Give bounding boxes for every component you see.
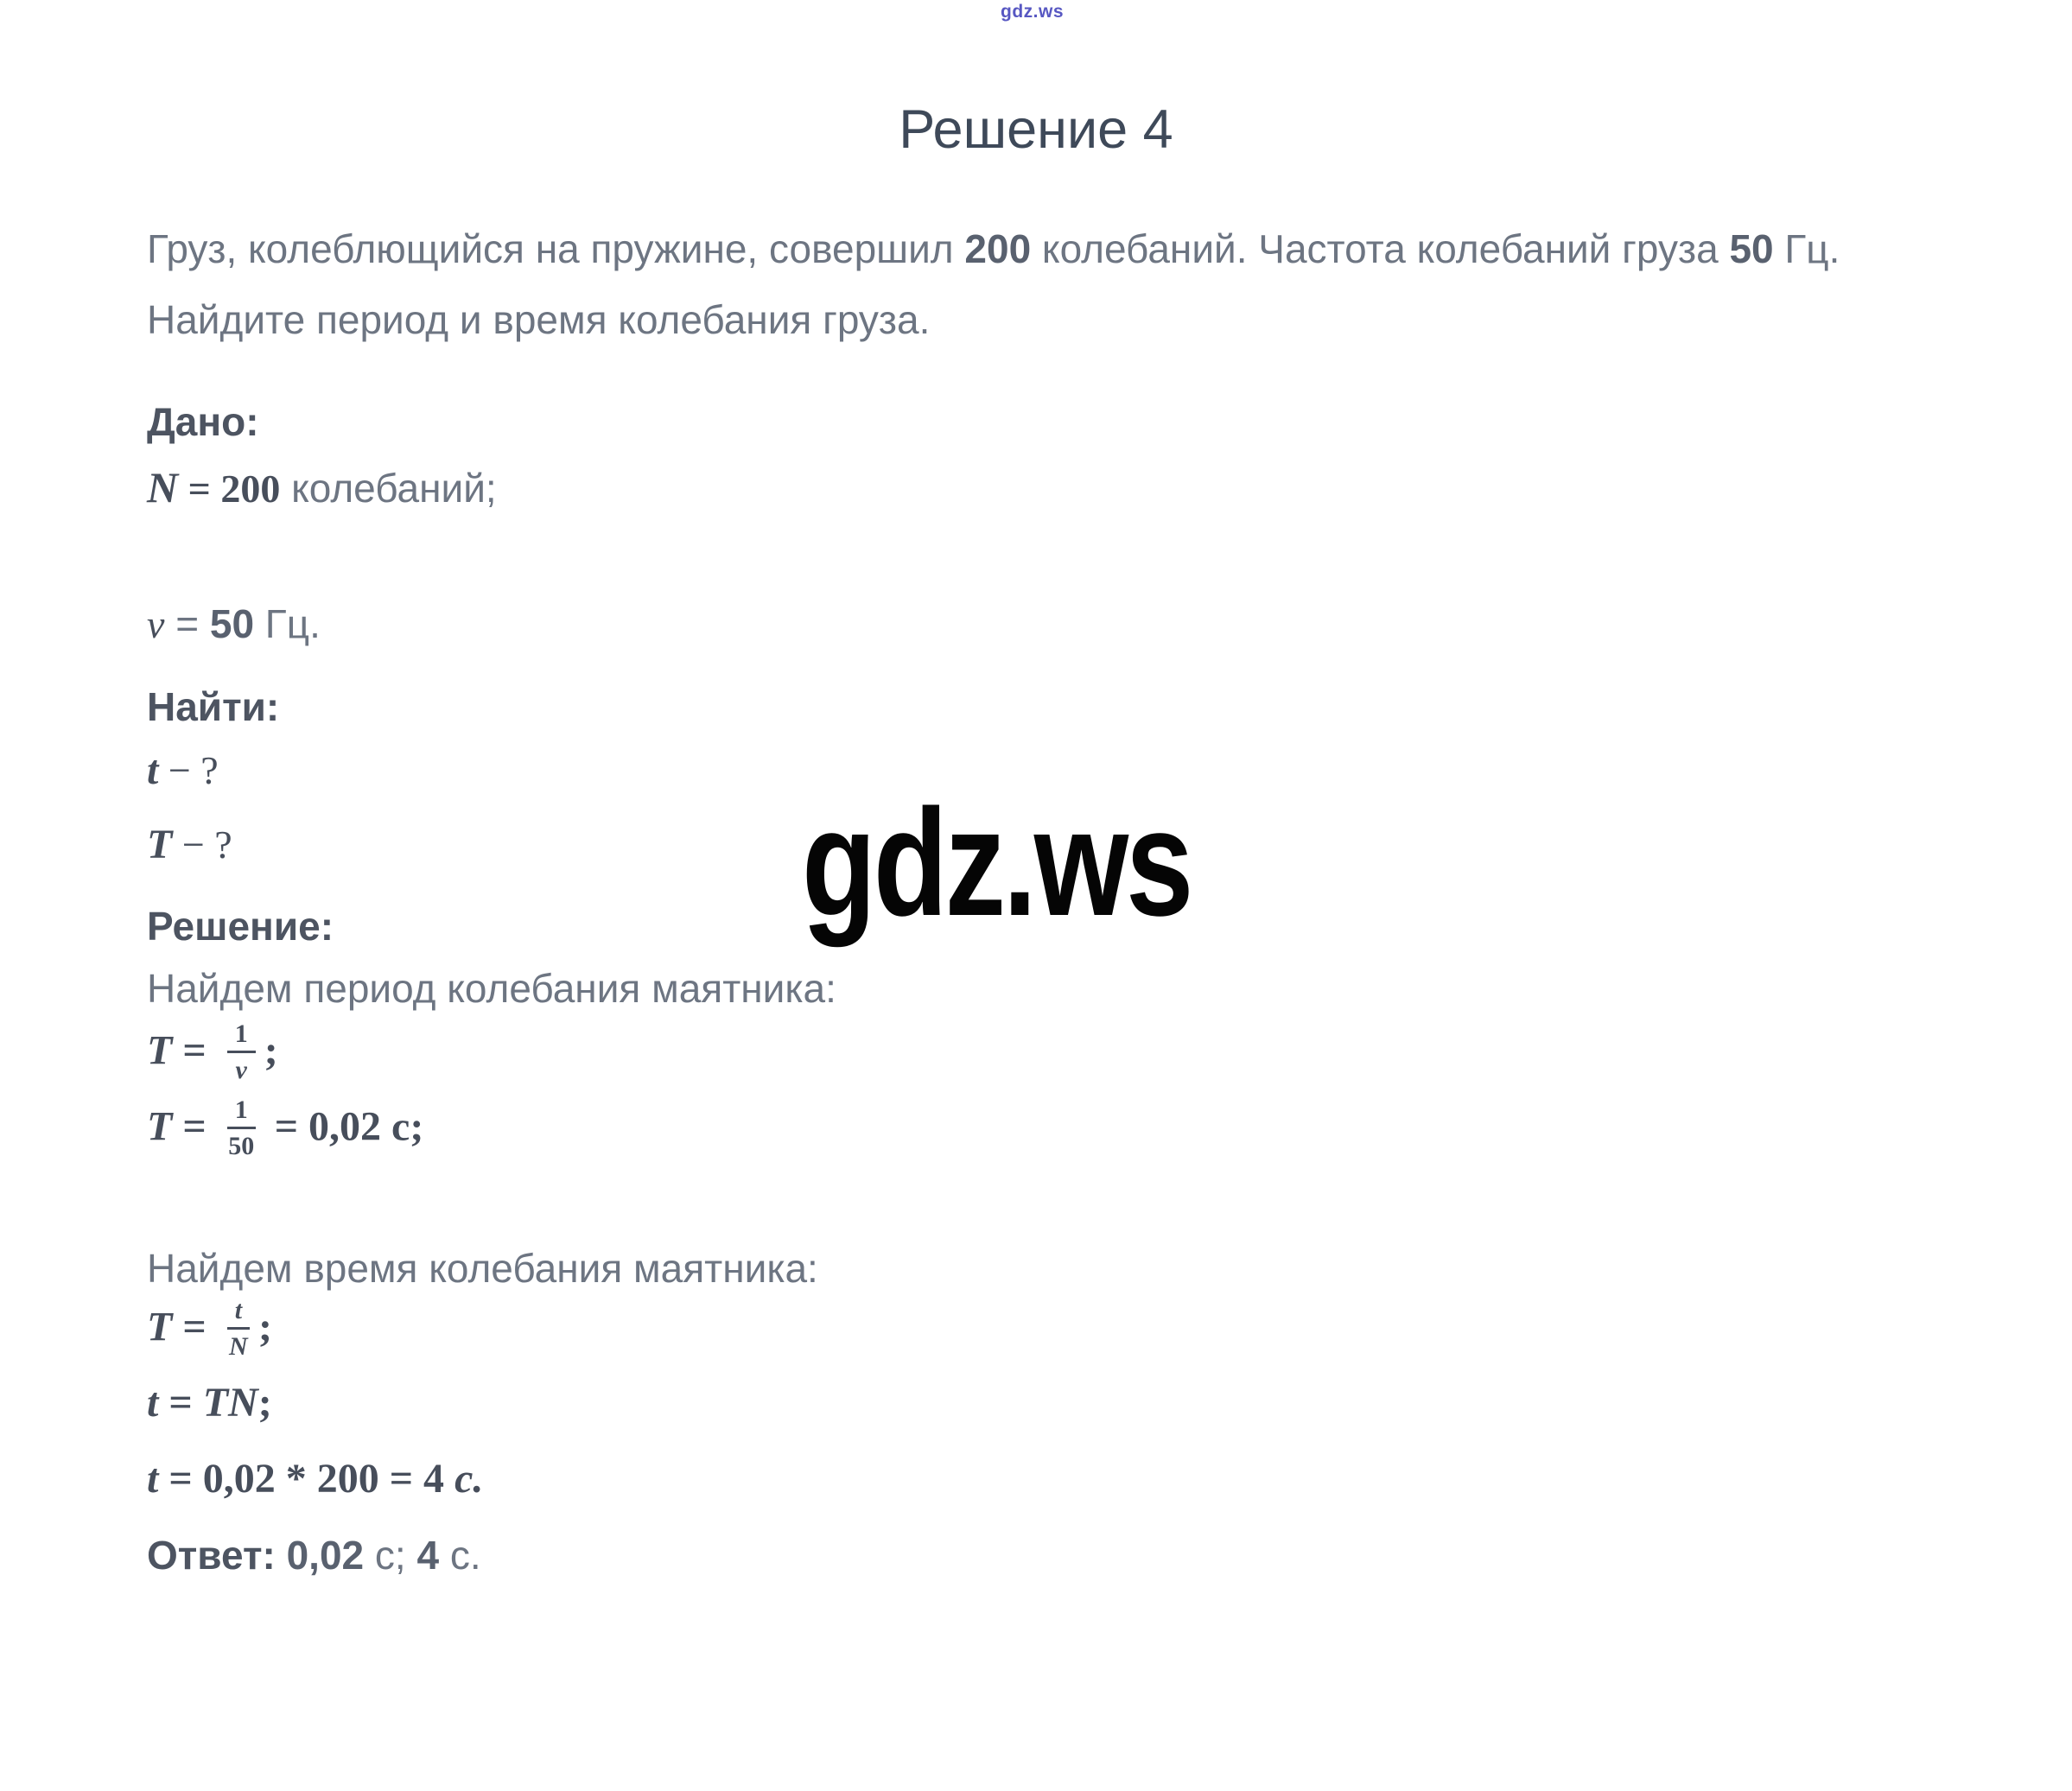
math-variable-T: T <box>147 822 173 867</box>
fraction-numerator: 1 <box>227 1019 256 1053</box>
unit-label: колебаний; <box>280 466 497 511</box>
text-segment: Груз, колеблющийся на пружине, совершил <box>147 226 965 271</box>
fraction <box>227 1296 250 1361</box>
page-title: Решение 4 <box>899 99 1173 160</box>
math-variable-T: T <box>147 1103 173 1150</box>
formula-period <box>147 1019 278 1089</box>
answer-line <box>147 1533 481 1578</box>
watermark-top: gdz.ws <box>1001 2 1065 22</box>
find-line-t <box>147 746 219 794</box>
math-variable-t: t <box>147 1456 159 1502</box>
question-mark: − ? <box>158 748 219 792</box>
given-line-nu <box>147 601 321 648</box>
math-expression: 0,02 * 200 = 4 <box>202 1456 455 1502</box>
problem-line-1 <box>147 226 1840 272</box>
semicolon: ; <box>264 1027 278 1074</box>
problem-line-2: Найдите период и время колебания груза. <box>147 297 931 342</box>
answer-unit: с; <box>364 1533 417 1578</box>
answer-label: Ответ: <box>147 1533 276 1578</box>
equals-sign: = <box>172 1027 217 1074</box>
value-oscillations-count: 200 <box>964 226 1032 271</box>
unit-seconds: с. <box>454 1456 484 1502</box>
math-variable-t: t <box>147 747 159 793</box>
fraction-denominator-nu: ν <box>235 1056 247 1084</box>
find-label: Найти: <box>147 684 280 729</box>
equals-sign: = <box>178 467 221 511</box>
math-variable-t: t <box>147 1380 159 1426</box>
watermark-large: gdz.ws <box>802 778 1192 948</box>
result-period: = 0,02 с; <box>264 1103 424 1150</box>
given-label: Дано: <box>147 399 259 444</box>
answer-period-value: 0,02 <box>275 1533 365 1578</box>
value-nu: 50 <box>209 601 255 646</box>
formula-time-value <box>147 1455 483 1502</box>
value-N: 200 <box>220 467 281 511</box>
unit-label: Гц. <box>254 601 321 646</box>
equals-sign: = <box>172 1103 217 1150</box>
equals-sign: = <box>172 1304 217 1350</box>
solution-step1-text: Найдем период колебания маятника: <box>147 966 836 1011</box>
equals-sign: = <box>158 1456 203 1502</box>
fraction-numerator: 1 <box>227 1096 256 1129</box>
semicolon: ; <box>257 1380 272 1426</box>
math-variable-T: T <box>147 1304 173 1350</box>
equals-sign: = <box>164 601 210 646</box>
fraction-numerator-t: t <box>227 1296 250 1330</box>
fraction-denominator-50: 50 <box>228 1132 255 1160</box>
equals-sign: = <box>158 1380 203 1426</box>
formula-t-TN <box>147 1379 272 1426</box>
question-mark: − ? <box>172 822 232 867</box>
math-variable-T: T <box>147 1027 173 1074</box>
math-expression-TN: TN <box>202 1380 258 1426</box>
text-segment: колебаний. Частота колебаний груза <box>1031 226 1730 271</box>
text-segment: Гц. <box>1773 226 1840 271</box>
formula-period-value <box>147 1096 423 1165</box>
math-variable-nu: ν <box>147 602 165 646</box>
find-line-T <box>147 821 232 868</box>
semicolon: ; <box>258 1304 273 1350</box>
formula-time <box>147 1296 272 1366</box>
answer-unit: с. <box>439 1533 481 1578</box>
math-variable-N: N <box>147 463 179 511</box>
solution-label: Решение: <box>147 904 334 949</box>
fraction <box>227 1019 256 1084</box>
solution-step2-text: Найдем время колебания маятника: <box>147 1246 818 1291</box>
fraction <box>227 1096 256 1160</box>
answer-time-value: 4 <box>416 1533 440 1578</box>
value-frequency: 50 <box>1729 226 1774 271</box>
fraction-denominator-N: N <box>229 1332 248 1361</box>
given-line-n <box>147 463 497 513</box>
